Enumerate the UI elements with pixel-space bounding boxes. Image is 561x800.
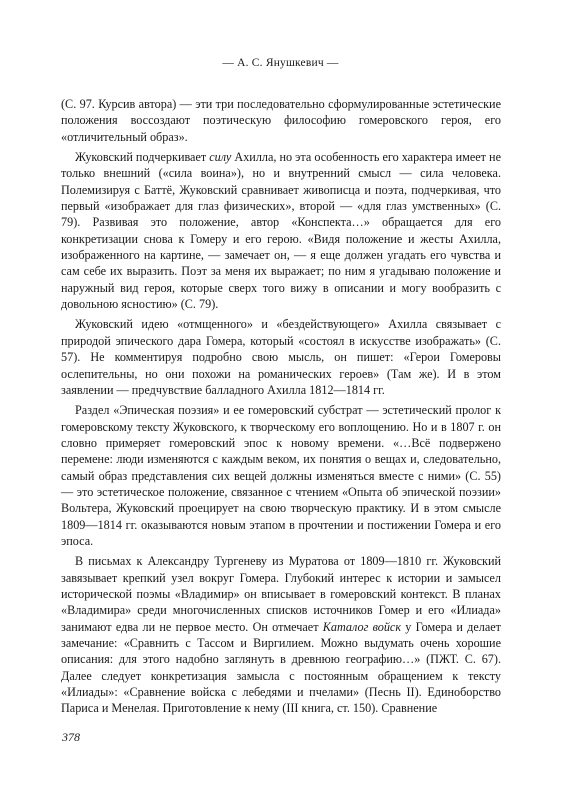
text-run: у Гомера и делает замечание: «Сравнить с Тассом и Виргилием. Можно выдумать очень хорошие описания: для этого надобно заглянуть в древнюю географию…» (ПЖТ. С. 67). Далее следует конкретизация замысла с постоянным обращением к тексту «Илиады»: «Сравнение войска с лебедями и пчелами» (Песнь II). Единоборство Париса и Менелая. Приготовление к нему (III книга, ст. 150). Сравнение: [61, 619, 501, 716]
text-run: (С. 97. Курсив автора) — эти три последовательно сформулированные эстетические положения воссоздают поэтическую философию гомеровского героя, его «отличительный образ».: [61, 97, 501, 144]
italic-run: силу: [209, 150, 232, 165]
text-run: Жуковский идею «отмщенного» и «бездействующего» Ахилла связывает с природой эпического дара Гомера, который «состоял в искусстве изображать» (С. 57). Не комментируя подробно свою мысль, он пишет: «Герои Гомеровы ослепительны, но они похожи на романических героев» (Там же). И в этом заявлении — предчувствие балладного Ахилла 1812—1814 гг.: [61, 317, 501, 397]
text-run: Жуковский подчеркивает: [75, 150, 210, 165]
text-run: В письмах к Александру Тургеневу из Муратова от 1809—1810 гг. Жуковский завязывает крепкий узел вокруг Гомера. Глубокий интерес к истории и замысел исторической поэмы «Владимир» он вписывает в гомеровский контекст. В планах «Владимира» среди многочисленных списков источников Гомер и его «Илиада» занимают едва ли не первое место. Он отмечает: [61, 554, 501, 634]
paragraph-3: [61, 316, 501, 398]
text-run: Раздел «Эпическая поэзия» и ее гомеровский субстрат — эстетический пролог к гомеровскому тексту Жуковского, к творческому его воплощению. Но и в 1807 г. он словно примеряет гомеровский эпос к новому времени. «…Всё подвержено перемене: люди изменяются с каждым веком, их понятия о вещах и, следовательно, самый образ представления сих вещей должны изменяться вместе с ними» (С. 55) — это эстетическое положение, связанное с чтением «Опыта об эпической поэзии» Вольтера, Жуковский проецирует на свою творческую практику. И в этом смысле 1809—1814 гг. оказываются новым этапом в прочтении и постижении Гомера и его эпоса.: [61, 403, 501, 548]
body-text: [61, 96, 501, 717]
text-run: Ахилла, но эта особенность его характера имеет не только внешний («сила воина»), но и внутренний смысл — сила человека. Полемизируя с Баттё, Жуковский сравнивает живописца и поэта, подчеркивая, что первый «изображает для глаз физических», второй — «для глаз умственных» (С. 79). Развивая это положение, автор «Конспекта…» обращается для его конкретизации снова к Гомеру и его герою. «Видя положение и жесты Ахилла, изображенного на картине, — замечает он, — я еще должен угадать его чувства и сам себе их выразить. Поэт за меня их выражает; по ним я угадываю положение и наружный вид героя, которые сверх того вижу в описании и могу вообразить с довольною ясностию» (С. 79).: [61, 150, 501, 312]
paragraph-2: [61, 149, 501, 312]
paragraph-4: [61, 402, 501, 549]
italic-run: Каталог войск: [322, 619, 402, 634]
running-head: — А. С. Янушкевич —: [222, 57, 339, 69]
paragraph-1: [61, 96, 501, 145]
paragraph-5: [61, 553, 501, 716]
page-number: 378: [62, 730, 80, 744]
